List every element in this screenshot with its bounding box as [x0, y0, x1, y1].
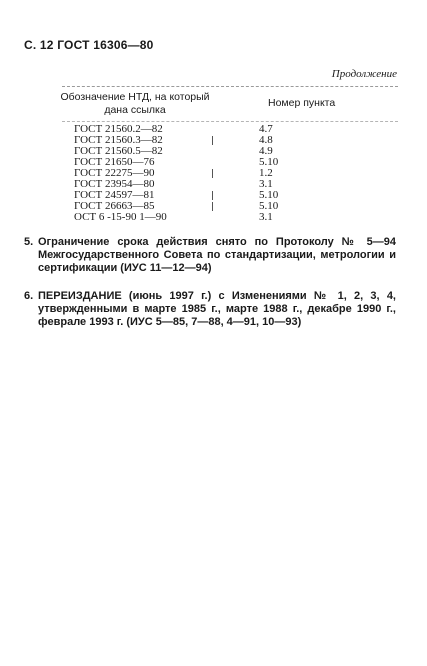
note-item — [24, 290, 396, 330]
ntd-designation: ГОСТ 21560.3—82 — [74, 134, 163, 146]
item-number: 4.9 — [259, 145, 273, 157]
item-number: 5.10 — [259, 189, 279, 201]
item-number: 1.2 — [259, 167, 273, 179]
column-divider-mark — [212, 136, 213, 145]
notes-section — [24, 236, 396, 343]
ntd-designation: ГОСТ 24597—81 — [74, 189, 155, 201]
continuation-label: Продолжение — [331, 68, 397, 80]
column-header-item-number: Номер пункта — [268, 97, 336, 109]
table-row — [74, 212, 394, 223]
ntd-designation: ГОСТ 26663—85 — [74, 200, 155, 212]
note-text: ПЕРЕИЗДАНИЕ (июнь 1997 г.) с Изменениями № 1, 2, 3, 4, утвержденными в марте 1985 г., марте 1988 г., декабре 1990 г., феврале 1993 г. (ИУС 5—85, 7—88, 4—91, 10—93) — [38, 289, 396, 329]
ntd-designation: ГОСТ 21560.5—82 — [74, 145, 163, 157]
note-text: Ограничение срока действия снято по Протоколу № 5—94 Межгосударственного Совета по стандартизации, метрологии и сертификации (ИУС 11—12—94) — [38, 236, 396, 275]
column-divider-mark — [212, 202, 213, 211]
item-number: 5.10 — [259, 156, 279, 168]
ntd-designation: ГОСТ 21560.2—82 — [74, 123, 163, 135]
page-header: С. 12 ГОСТ 16306—80 — [24, 38, 154, 52]
item-number: 4.8 — [259, 134, 273, 146]
item-number: 5.10 — [259, 200, 279, 212]
item-number: 3.1 — [259, 211, 273, 223]
note-number: 6. — [24, 289, 34, 302]
column-divider-mark — [212, 169, 213, 178]
table-top-rule — [62, 86, 398, 87]
item-number: 3.1 — [259, 178, 273, 190]
note-item — [24, 236, 396, 276]
ntd-designation: ГОСТ 21650—76 — [74, 156, 155, 168]
reference-table-body — [74, 124, 394, 223]
column-header-ntd: Обозначение НТД, на который дана ссылка — [60, 91, 210, 116]
ntd-designation: ОСТ 6 -15-90 1—90 — [74, 211, 167, 223]
ntd-designation: ГОСТ 23954—80 — [74, 178, 155, 190]
table-header-rule — [62, 121, 398, 122]
ntd-designation: ГОСТ 22275—90 — [74, 167, 155, 179]
note-number: 5. — [24, 236, 34, 248]
column-divider-mark — [212, 191, 213, 200]
item-number: 4.7 — [259, 123, 273, 135]
